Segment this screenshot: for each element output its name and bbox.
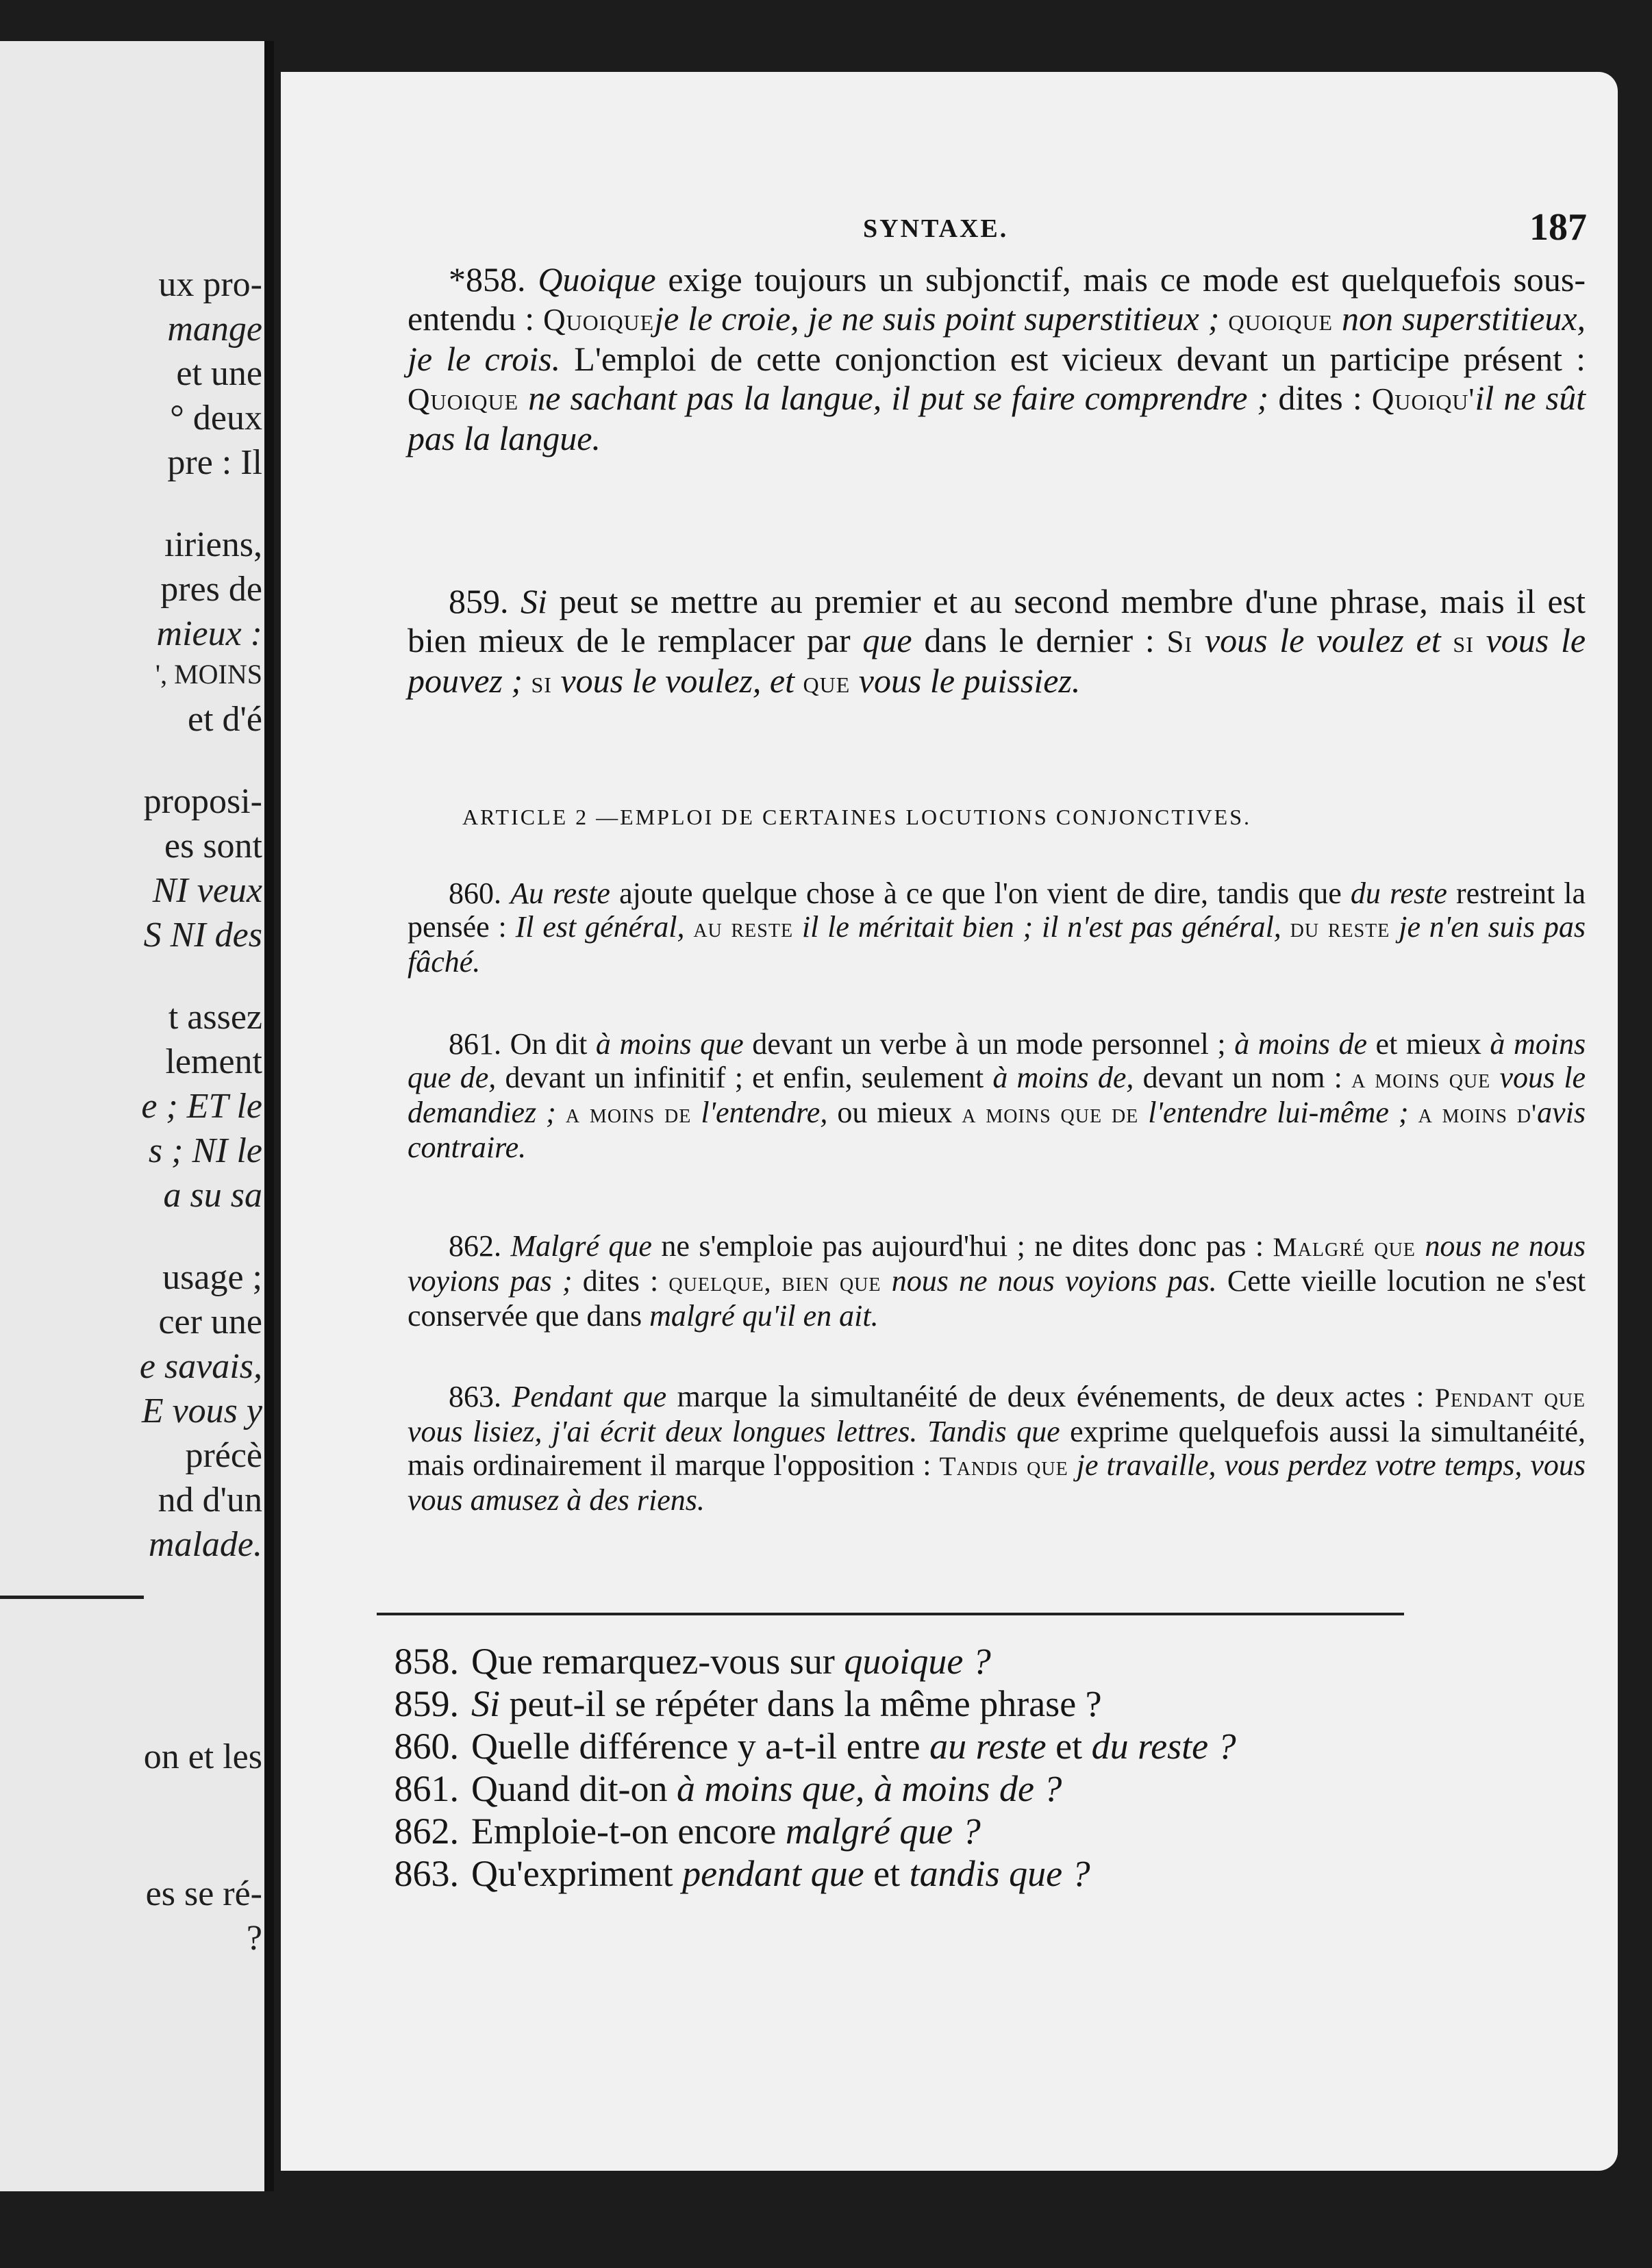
- left-line: mange: [167, 310, 262, 349]
- left-line: E vous y: [141, 1391, 262, 1431]
- italic-term: à moins que: [595, 1027, 744, 1061]
- left-line: proposi-: [143, 782, 262, 821]
- paragraph-861: [408, 1027, 1586, 1164]
- italic-term: Quoique: [538, 260, 656, 299]
- left-line: lement: [165, 1042, 262, 1081]
- left-line: e savais,: [139, 1347, 262, 1386]
- left-line: nd d'un: [158, 1480, 262, 1520]
- text: dans le dernier :: [924, 621, 1155, 659]
- example: il ne sût pas la langue.: [408, 379, 1586, 457]
- example-keyword: quoique: [1228, 303, 1334, 337]
- left-line: ıiriens,: [164, 525, 262, 564]
- left-line: pres de: [160, 570, 262, 609]
- question-term: à moins que, à moins de ?: [676, 1768, 1062, 1809]
- left-line: on et les: [143, 1737, 262, 1776]
- left-line: mieux :: [156, 614, 262, 653]
- italic-term: Tandis que: [927, 1415, 1060, 1448]
- running-title: SYNTAXE.: [863, 214, 1009, 243]
- example-keyword: a moins d': [1418, 1098, 1538, 1129]
- question-text: Qu'expriment: [471, 1853, 673, 1894]
- example: vous le pouvez ;: [408, 621, 1586, 700]
- left-line: et d'é: [188, 700, 262, 739]
- italic-term: Pendant que: [512, 1380, 667, 1413]
- left-line: ?: [246, 1919, 262, 1958]
- text: On dit: [510, 1027, 588, 1061]
- text: marque la simultanéité de deux événements, de deux actes :: [677, 1380, 1425, 1413]
- question-text: peut-il se répéter dans la même phrase ?: [509, 1683, 1102, 1724]
- text: devant un verbe à un mode personnel ;: [752, 1027, 1226, 1061]
- left-line: ', MOINS: [155, 659, 262, 690]
- question-term: tandis que ?: [909, 1853, 1090, 1894]
- example: l'entendre lui-même ;: [1148, 1096, 1409, 1129]
- example: vous le voulez, et: [560, 662, 795, 700]
- text: ou mieux: [837, 1096, 953, 1129]
- example: je le croie, je ne suis point superstitieux ;: [654, 299, 1220, 338]
- page-header: [281, 205, 1618, 253]
- left-line: es sont: [164, 827, 262, 866]
- example-keyword: Tandis que: [939, 1451, 1068, 1481]
- left-line: e ; ET le: [141, 1087, 262, 1126]
- question-number: 863.: [394, 1853, 459, 1894]
- question-number: 861.: [394, 1768, 459, 1809]
- example-keyword: au reste: [693, 913, 794, 943]
- text: exprime quelquefois aussi la simultanéité, mais ordinairement il marque l'opposition :: [408, 1415, 1586, 1482]
- question-term: pendant que: [682, 1853, 864, 1894]
- example-keyword: Quoiqu': [1371, 382, 1475, 416]
- question-859: [370, 1683, 1466, 1725]
- article-heading: ARTICLE 2 —EMPLOI DE CERTAINES LOCUTIONS CONJONCTIVES.: [462, 805, 1252, 829]
- example-keyword: quelque, bien que: [668, 1267, 881, 1297]
- example: non superstitieux, je le crois.: [408, 299, 1586, 378]
- example-keyword: que: [803, 665, 851, 699]
- text: dites :: [1278, 379, 1362, 417]
- right-page: [281, 72, 1618, 2171]
- example-keyword: a moins que: [1351, 1063, 1491, 1094]
- example-keyword: Si: [1166, 625, 1193, 659]
- example-keyword: du reste: [1290, 913, 1390, 943]
- text: devant un infinitif ; et enfin, seulement: [505, 1061, 984, 1094]
- question-text: et: [1055, 1726, 1083, 1767]
- paragraph-863: [408, 1380, 1586, 1517]
- text: ajoute quelque chose à ce que l'on vient de dire, tandis que: [619, 877, 1342, 910]
- example-keyword: a moins que de: [962, 1098, 1139, 1129]
- left-line: cer une: [158, 1302, 262, 1341]
- question-863: [370, 1852, 1466, 1895]
- page-number: 187: [1529, 206, 1587, 249]
- text: L'emploi de cette conjonction est vicieux devant un participe présent :: [574, 340, 1586, 378]
- left-page-fragment: [0, 41, 271, 2191]
- example: je n'en suis pas fâché.: [408, 910, 1586, 979]
- paragraph-number: 862.: [449, 1229, 501, 1263]
- left-line: usage ;: [162, 1258, 262, 1297]
- question-text: Quelle différence y a-t-il entre: [471, 1726, 921, 1767]
- left-line: a su sa: [163, 1176, 262, 1215]
- question-term: au reste: [929, 1726, 1047, 1767]
- question-text: Emploie-t-on encore: [471, 1811, 777, 1852]
- left-line: S NI des: [143, 916, 262, 955]
- example: il le méritait bien ; il n'est pas général,: [801, 910, 1281, 944]
- example-keyword: si: [531, 665, 552, 699]
- text: Cette vieille locution ne s'est conservée que dans: [408, 1264, 1586, 1333]
- left-line: ux pro-: [158, 265, 262, 304]
- question-861: [370, 1767, 1466, 1810]
- example: Il est général,: [515, 910, 685, 944]
- example: vous le puissiez.: [858, 662, 1081, 700]
- example: vous lisiez, j'ai écrit deux longues lettres.: [408, 1415, 918, 1448]
- question-858: [370, 1640, 1466, 1683]
- example: nous ne nous voyions pas ;: [408, 1229, 1586, 1298]
- paragraph-859: [408, 582, 1586, 702]
- question-number: 859.: [394, 1683, 459, 1724]
- paragraph-860: [408, 877, 1586, 979]
- example: l'entendre,: [701, 1096, 828, 1129]
- italic-term: du reste: [1350, 877, 1447, 910]
- questions-list: [370, 1640, 1466, 1895]
- example: je travaille, vous perdez votre temps, vous vous amusez à des riens.: [408, 1448, 1586, 1517]
- example-keyword: Malgré que: [1273, 1232, 1416, 1262]
- example: ne sachant pas la langue, il put se faire comprendre ;: [528, 379, 1269, 417]
- text: dites :: [582, 1264, 659, 1298]
- example: vous le demandiez ;: [408, 1061, 1586, 1129]
- question-text: Que remarquez-vous sur: [471, 1641, 835, 1682]
- book-binding: [264, 41, 274, 2191]
- text: et mieux: [1375, 1027, 1481, 1061]
- paragraph-number: 859.: [449, 582, 509, 620]
- example: malgré qu'il en ait.: [649, 1299, 879, 1333]
- question-862: [370, 1810, 1466, 1852]
- paragraph-number: 863.: [449, 1380, 501, 1413]
- example: avis contraire.: [408, 1096, 1586, 1164]
- paragraph-number: *858.: [449, 260, 526, 299]
- italic-term: que: [862, 621, 912, 659]
- example-keyword: si: [1453, 625, 1474, 659]
- question-term: du reste ?: [1091, 1726, 1236, 1767]
- footer-rule: [377, 1613, 1404, 1615]
- text: peut se mettre au premier et au second membre d'une phrase, mais il est bien mieux de le remplacer par: [408, 582, 1586, 659]
- example-keyword: Quoique: [408, 382, 519, 416]
- text: devant un nom :: [1142, 1061, 1342, 1094]
- paragraph-number: 861.: [449, 1027, 501, 1061]
- left-line: t assez: [168, 998, 262, 1037]
- paragraph-number: 860.: [449, 877, 501, 910]
- question-text: et: [873, 1853, 901, 1894]
- paragraph-862: [408, 1229, 1586, 1333]
- left-line: malade.: [148, 1525, 262, 1564]
- example: vous le voulez et: [1204, 621, 1441, 659]
- text: restreint la pensée :: [408, 877, 1586, 944]
- question-term: malgré que ?: [785, 1811, 981, 1852]
- italic-term: Si: [521, 582, 547, 620]
- question-text: Quand dit-on: [471, 1768, 668, 1809]
- left-line: et une: [176, 354, 262, 393]
- left-line: ° deux: [170, 399, 262, 438]
- question-860: [370, 1725, 1466, 1767]
- left-line: précè: [185, 1436, 262, 1475]
- left-line: es se ré-: [145, 1874, 262, 1913]
- text: exige toujours un subjonctif, mais ce mode est quelquefois sous-entendu :: [408, 260, 1586, 338]
- italic-term: à moins que de,: [408, 1027, 1586, 1094]
- example: nous ne nous voyions pas.: [891, 1264, 1217, 1298]
- left-line: NI veux: [152, 871, 262, 910]
- paragraph-858: [408, 260, 1586, 458]
- question-number: 858.: [394, 1641, 459, 1682]
- left-footer-rule: [0, 1596, 144, 1599]
- text: ne s'emploie pas aujourd'hui ; ne dites donc pas :: [661, 1229, 1264, 1263]
- italic-term: Malgré que: [510, 1229, 652, 1263]
- question-number: 860.: [394, 1726, 459, 1767]
- left-line: s ; NI le: [148, 1131, 262, 1170]
- example-keyword: Quoique: [543, 303, 655, 337]
- italic-term: à moins de,: [992, 1061, 1134, 1094]
- example-keyword: a moins de: [565, 1098, 692, 1129]
- question-number: 862.: [394, 1811, 459, 1852]
- example-keyword: Pendant que: [1434, 1383, 1586, 1413]
- question-term: Si: [471, 1683, 501, 1724]
- italic-term: à moins de: [1234, 1027, 1367, 1061]
- question-term: quoique ?: [844, 1641, 991, 1682]
- left-line: pre : Il: [167, 443, 262, 482]
- italic-term: Au reste: [510, 877, 610, 910]
